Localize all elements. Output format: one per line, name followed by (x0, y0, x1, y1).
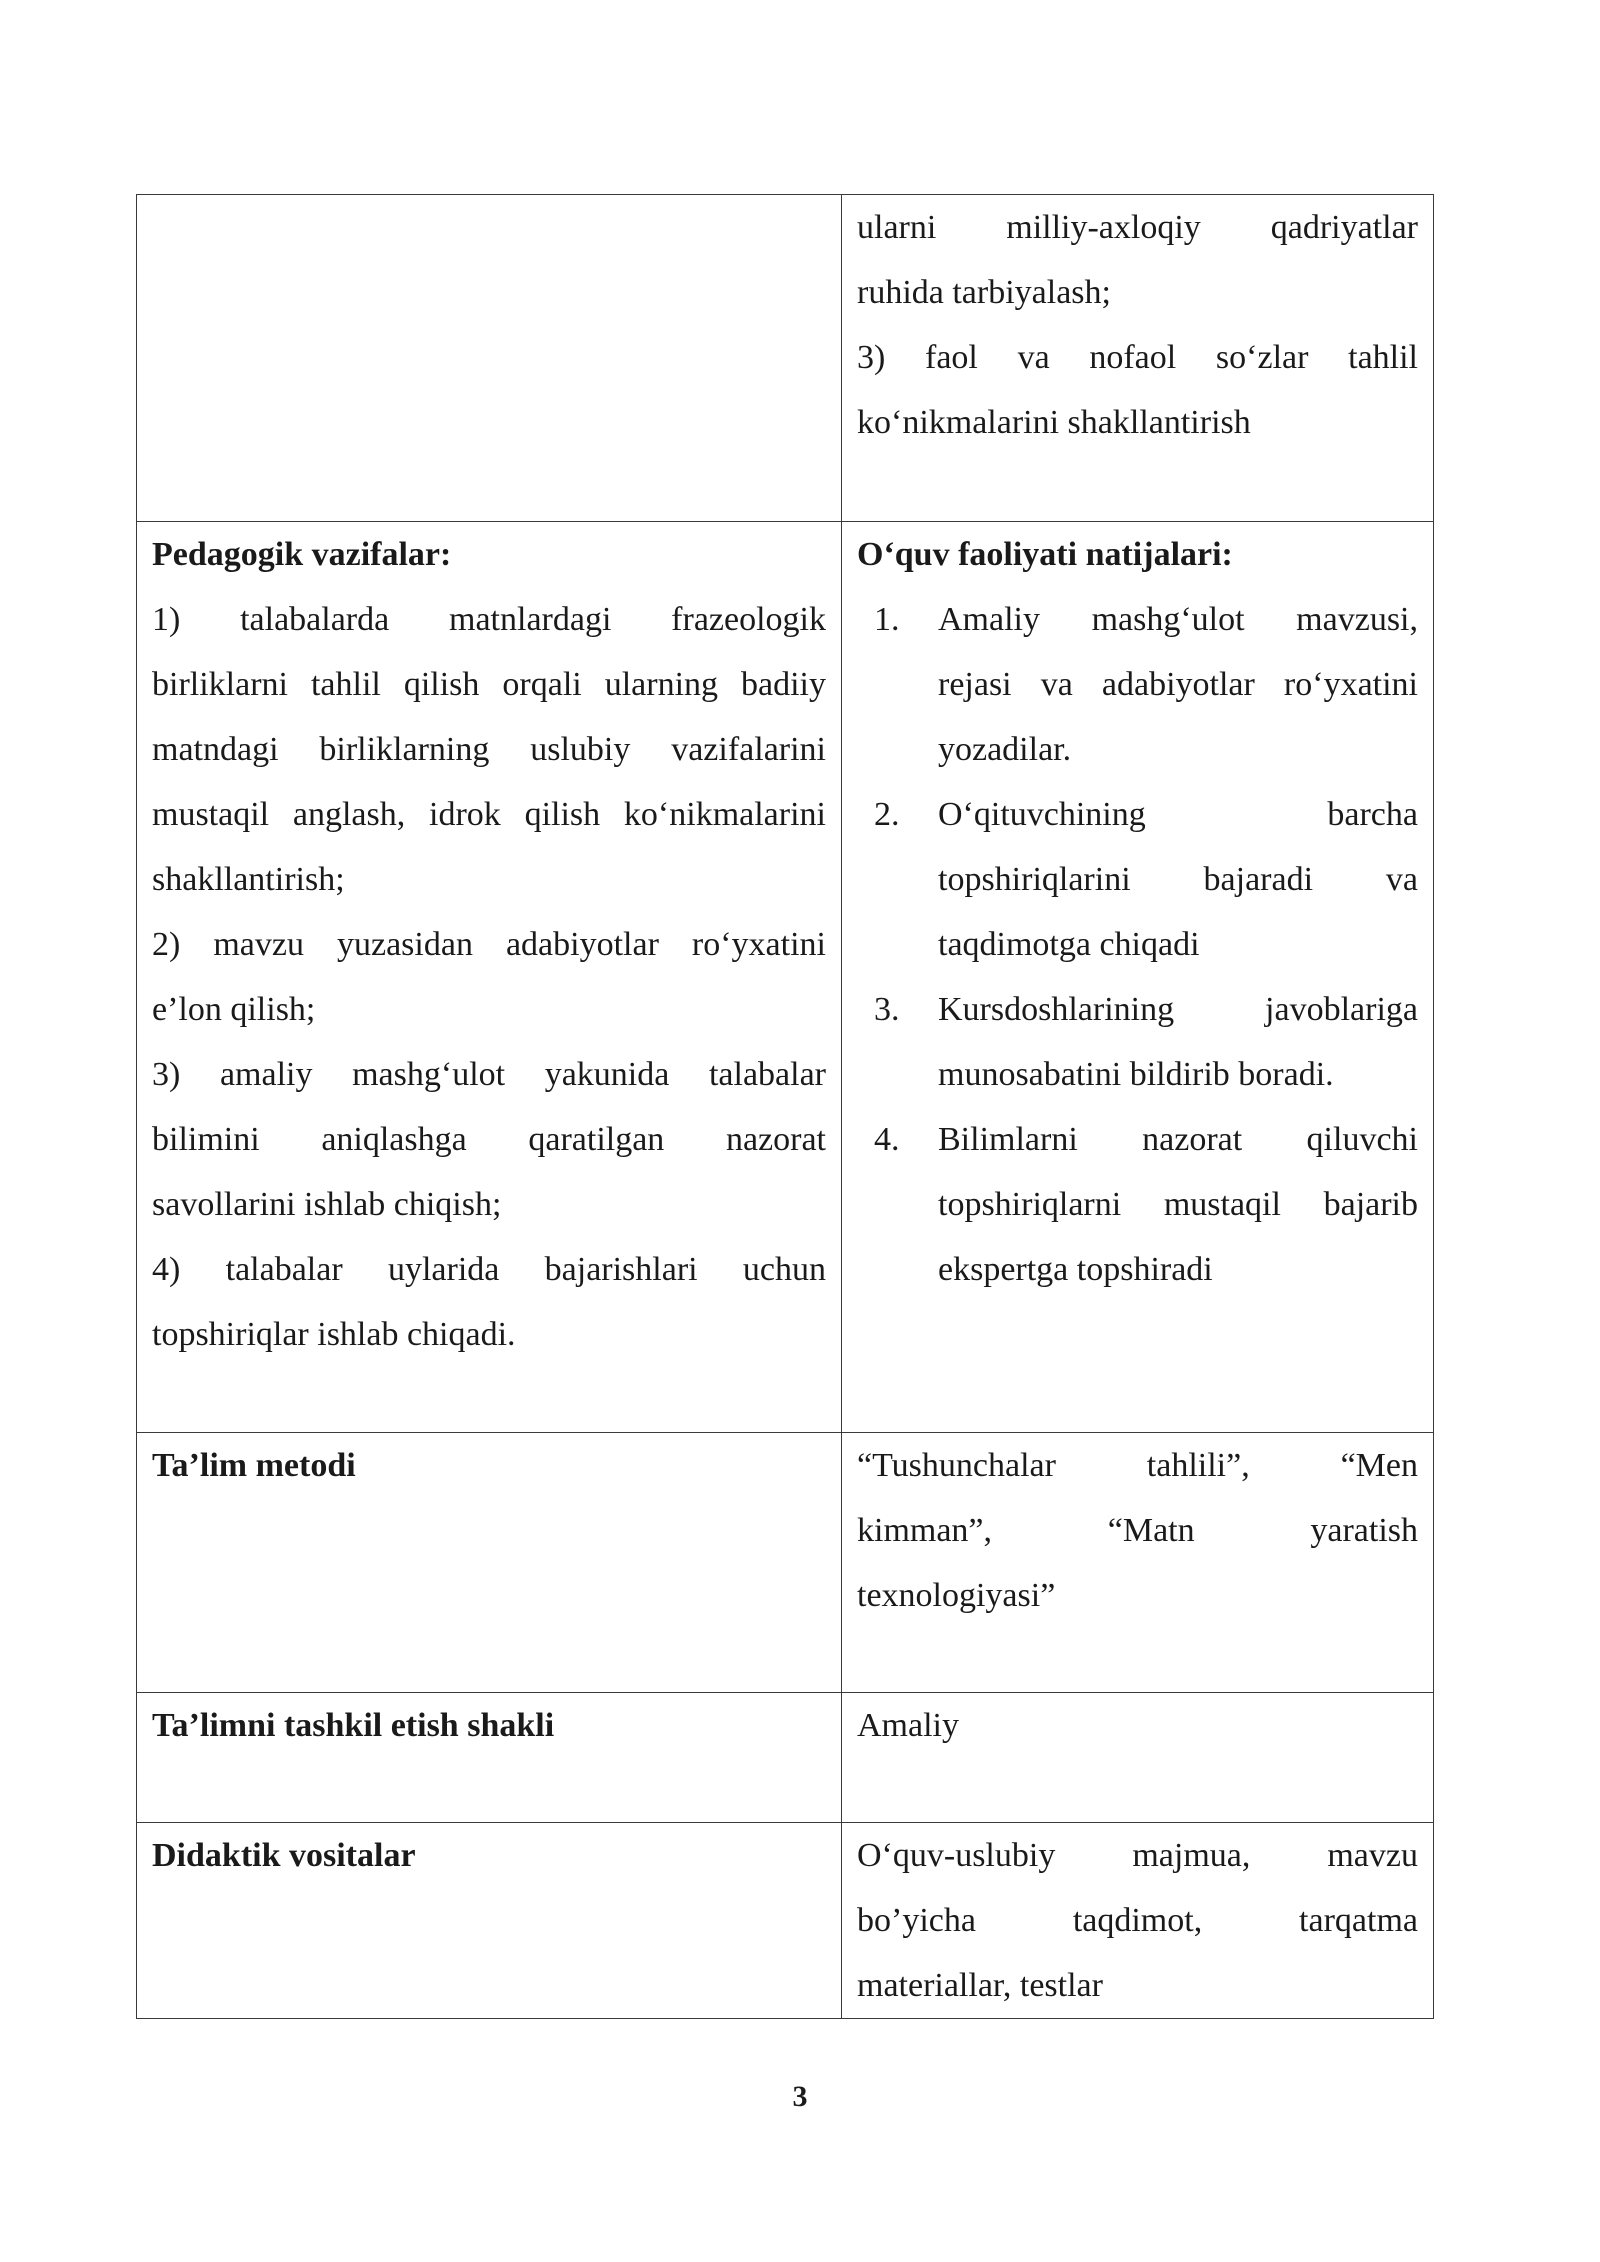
text-line: taqdimotga chiqadi (938, 926, 1200, 963)
text-line: bilimini aniqlashga qaratilgan nazorat (152, 1121, 826, 1158)
list-item (857, 587, 1418, 782)
text-line: materiallar, testlar (857, 1967, 1103, 2004)
text-line: kimman”, “Matn yaratish (857, 1512, 1418, 1549)
text-line: yozadilar. (938, 731, 1072, 768)
table-row (137, 522, 1434, 1433)
text-line: O‘quv-uslubiy majmua, mavzu (857, 1837, 1418, 1874)
text-line: topshiriqlar ishlab chiqadi. (152, 1316, 516, 1353)
table-row (137, 1823, 1434, 2019)
text-line: ekspertga topshiradi (938, 1251, 1213, 1288)
text-line: matndagi birliklarning uslubiy vazifalarini (152, 731, 826, 768)
pedagogical-tasks-heading: Pedagogik vazifalar: (152, 536, 452, 573)
text-line: Bilimlarni nazorat qiluvchi (938, 1121, 1418, 1158)
organization-form-value: Amaliy (857, 1707, 959, 1744)
text-line: birliklarni tahlil qilish orqali ularning badiiy (152, 666, 826, 703)
row1-right-cell (842, 195, 1434, 522)
pedagogical-tasks-cell (137, 522, 842, 1433)
text-line: 1) talabalarda matnlardagi frazeologik (152, 601, 826, 638)
text-line: ko‘nikmalarini shakllantirish (857, 404, 1251, 441)
didactic-tools-value-cell (842, 1823, 1434, 2019)
list-item-number: 2. (874, 796, 900, 833)
teaching-method-label: Ta’lim metodi (152, 1447, 356, 1484)
text-line: texnologiyasi” (857, 1577, 1056, 1614)
organization-form-label-cell (137, 1693, 842, 1823)
text-line: bo’yicha taqdimot, tarqatma (857, 1902, 1418, 1939)
text-line: 4) talabalar uylarida bajarishlari uchun (152, 1251, 826, 1288)
organization-form-label: Ta’limni tashkil etish shakli (152, 1707, 555, 1744)
text-line: Kursdoshlarining javoblariga (938, 991, 1418, 1028)
text-line: 3) amaliy mashg‘ulot yakunida talabalar (152, 1056, 826, 1093)
learning-outcomes-list (857, 587, 1418, 1302)
page-number: 3 (792, 2080, 808, 2113)
text-line: munosabatini bildirib boradi. (938, 1056, 1334, 1093)
text-line: ruhida tarbiyalash; (857, 274, 1111, 311)
text-line: shakllantirish; (152, 861, 345, 898)
organization-form-value-cell (842, 1693, 1434, 1823)
learning-outcomes-heading: O‘quv faoliyati natijalari: (857, 536, 1233, 573)
list-item-number: 1. (874, 601, 900, 638)
text-line: e’lon qilish; (152, 991, 316, 1028)
text-line: O‘qituvchining barcha (938, 796, 1418, 833)
teaching-method-value-cell (842, 1433, 1434, 1693)
lesson-plan-table (136, 194, 1434, 2019)
list-item (857, 1107, 1418, 1302)
text-line: topshiriqlarni mustaqil bajarib (938, 1186, 1418, 1223)
row1-left-cell (137, 195, 842, 522)
text-line: 3) faol va nofaol so‘zlar tahlil (857, 339, 1418, 376)
text-line: rejasi va adabiyotlar ro‘yxatini (938, 666, 1418, 703)
list-item-number: 3. (874, 991, 900, 1028)
text-line: ularni milliy-axloqiy qadriyatlar (857, 209, 1418, 246)
list-item-number: 4. (874, 1121, 900, 1158)
text-line: mustaqil anglash, idrok qilish ko‘nikmalarini (152, 796, 826, 833)
didactic-tools-label: Didaktik vositalar (152, 1837, 416, 1874)
table-row (137, 1693, 1434, 1823)
learning-outcomes-cell (842, 522, 1434, 1433)
list-item (857, 782, 1418, 977)
text-line: “Tushunchalar tahlili”, “Men (857, 1447, 1418, 1484)
table-row (137, 195, 1434, 522)
text-line: savollarini ishlab chiqish; (152, 1186, 502, 1223)
text-line: 2) mavzu yuzasidan adabiyotlar ro‘yxatini (152, 926, 826, 963)
text-line: Amaliy mashg‘ulot mavzusi, (938, 601, 1418, 638)
table-row (137, 1433, 1434, 1693)
teaching-method-label-cell (137, 1433, 842, 1693)
text-line: topshiriqlarini bajaradi va (938, 861, 1418, 898)
didactic-tools-label-cell (137, 1823, 842, 2019)
list-item (857, 977, 1418, 1107)
